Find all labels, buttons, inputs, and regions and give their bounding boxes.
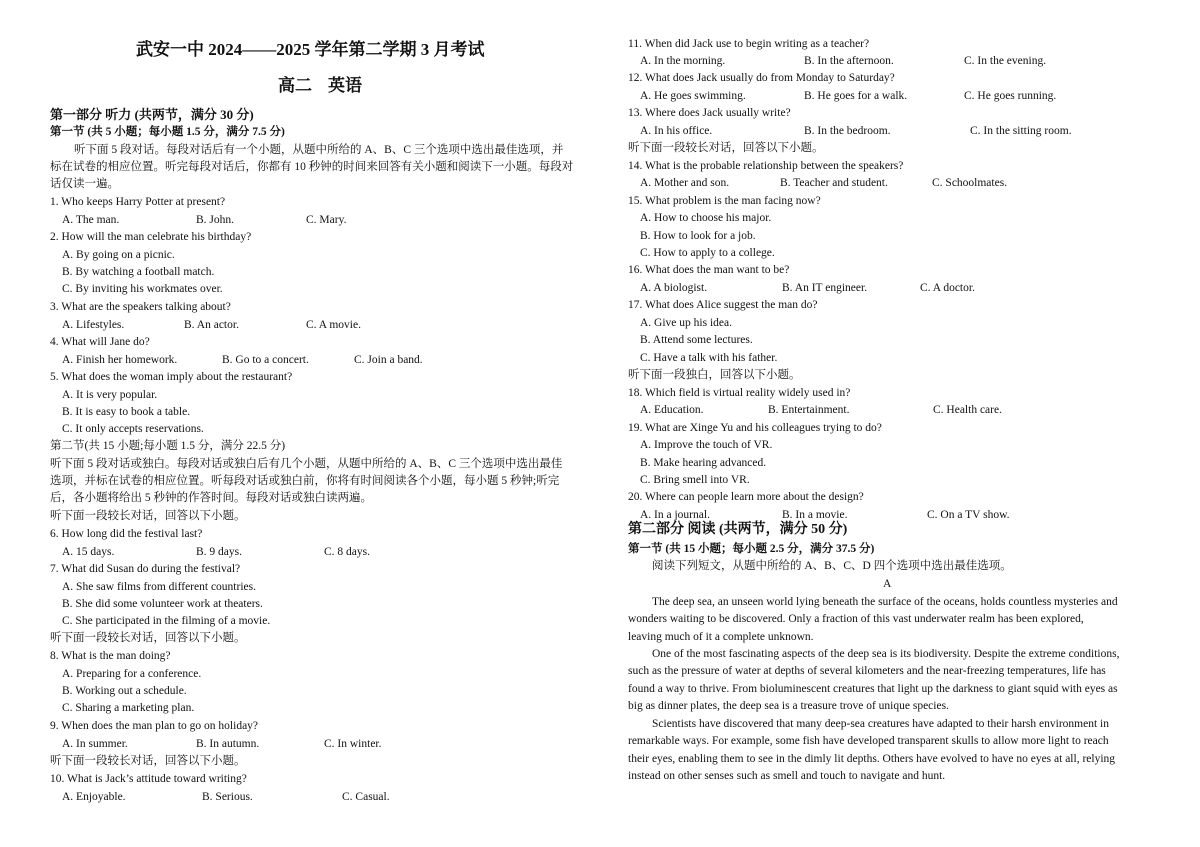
exam-title: 武安一中 2024——2025 学年第二学期 3 月考试: [136, 40, 485, 59]
section2-instruction-line: 选项，并标在试卷的相应位置。听每段对话或独白前，你将有时间阅读各个小题，每小题 5 秒钟;听完: [50, 475, 560, 487]
passage-label: A: [883, 578, 892, 590]
passage-line: instead on other senses such as smell and touch to navigate and hunt.: [628, 770, 946, 782]
exam-subject: [278, 78, 378, 94]
option-c: C. Schoolmates.: [932, 177, 1008, 189]
option-b: B. Teacher and student.: [780, 177, 888, 189]
option-a: A. Education.: [640, 404, 704, 416]
option-c: C. How to apply to a college.: [640, 247, 775, 259]
option-b: B. An actor.: [184, 319, 239, 331]
question-17-stem: 17. What does Alice suggest the man do?: [628, 299, 818, 311]
option-c: C. It only accepts reservations.: [62, 423, 204, 435]
option-c: C. Bring smell into VR.: [640, 474, 750, 486]
option-a: A. He goes swimming.: [640, 90, 746, 102]
option-c: C. By inviting his workmates over.: [62, 283, 223, 295]
section1-instruction-line: 话仅读一遍。: [50, 178, 119, 190]
option-a: A. It is very popular.: [62, 389, 158, 401]
option-a: A. In summer.: [62, 738, 128, 750]
question-1-stem: 1. Who keeps Harry Potter at present?: [50, 196, 226, 208]
passage-line: The deep sea, an unseen world lying beneath the surface of the oceans, holds countless mysteries and: [652, 596, 1118, 608]
passage-line: Scientists have discovered that many deep-sea creatures have adapted to their harsh environment in: [652, 718, 1109, 730]
question-20-stem: 20. Where can people learn more about the design?: [628, 491, 864, 503]
option-a: A. Preparing for a conference.: [62, 668, 202, 680]
grade-label: 高二: [278, 76, 312, 95]
monologue-note: 听下面一段独白，回答以下小题。: [628, 369, 801, 381]
option-a: A. Mother and son.: [640, 177, 730, 189]
listening-section1-title: 第一节 (共 5 小题；每小题 1.5 分，满分 7.5 分): [50, 126, 285, 138]
passage-line: wonders waiting to be discovered. Only a fraction of this vast underwater realm has been explored,: [628, 613, 1084, 625]
option-c: C. Join a band.: [354, 354, 423, 366]
listening-section2-title: 第二节(共 15 小题;每小题 1.5 分，满分 22.5 分): [50, 440, 286, 452]
question-3-stem: 3. What are the speakers talking about?: [50, 301, 231, 313]
option-b: B. How to look for a job.: [640, 230, 756, 242]
section2-instruction-line: 听下面 5 段对话或独白。每段对话或独白后有几个小题，从题中所给的 A、B、C 三个选项中选出最佳: [50, 458, 563, 470]
option-b: B. Attend some lectures.: [640, 334, 753, 346]
option-b: B. By watching a football match.: [62, 266, 215, 278]
option-c: C. Mary.: [306, 214, 347, 226]
passage-line: big as dinner plates, the deep sea is a treasure trove of unique species.: [628, 700, 949, 712]
option-b: B. In autumn.: [196, 738, 260, 750]
option-b: B. He goes for a walk.: [804, 90, 908, 102]
option-c: C. Casual.: [342, 791, 390, 803]
option-b: B. Go to a concert.: [222, 354, 309, 366]
question-15-stem: 15. What problem is the man facing now?: [628, 195, 821, 207]
option-a: A. She saw films from different countries.: [62, 581, 256, 593]
option-c: C. In the evening.: [964, 55, 1047, 67]
question-19-stem: 19. What are Xinge Yu and his colleagues trying to do?: [628, 422, 882, 434]
option-c: C. In the sitting room.: [970, 125, 1072, 137]
question-6-stem: 6. How long did the festival last?: [50, 528, 203, 540]
option-b: B. 9 days.: [196, 546, 242, 558]
question-4-stem: 4. What will Jane do?: [50, 336, 150, 348]
option-c: C. Have a talk with his father.: [640, 352, 778, 364]
option-b: B. Entertainment.: [768, 404, 850, 416]
option-b: B. An IT engineer.: [782, 282, 868, 294]
option-b: B. In the afternoon.: [804, 55, 894, 67]
option-c: C. She participated in the filming of a movie.: [62, 615, 271, 627]
option-a: A. How to choose his major.: [640, 212, 772, 224]
section2-instruction-line: 后，各小题将给出 5 秒钟的作答时间。每段对话或独白读两遍。: [50, 492, 372, 504]
option-b: B. In the bedroom.: [804, 125, 891, 137]
passage-line: their eyes, enabling them to see in the dimly lit depths. Others have evolved to have no eyes at all, relying: [628, 753, 1116, 765]
option-c: C. 8 days.: [324, 546, 370, 558]
option-a: A. 15 days.: [62, 546, 115, 558]
question-10-stem: 10. What is Jack’s attitude toward writing?: [50, 773, 247, 785]
reading-section1-title: 第一节 (共 15 小题；每小题 2.5 分，满分 37.5 分): [628, 543, 875, 555]
option-b: B. In a movie.: [782, 509, 848, 521]
long-dialog-note: 听下面一段较长对话，回答以下小题。: [50, 510, 246, 522]
question-8-stem: 8. What is the man doing?: [50, 650, 171, 662]
question-11-stem: 11. When did Jack use to begin writing as a teacher?: [628, 38, 870, 50]
question-14-stem: 14. What is the probable relationship between the speakers?: [628, 160, 904, 172]
subject-label: 英语: [328, 76, 362, 95]
long-dialog-note: 听下面一段较长对话，回答以下小题。: [628, 142, 824, 154]
question-9-stem: 9. When does the man plan to go on holiday?: [50, 720, 259, 732]
option-b: B. John.: [196, 214, 235, 226]
option-a: A. The man.: [62, 214, 120, 226]
option-a: A. By going on a picnic.: [62, 249, 175, 261]
option-a: A. In the morning.: [640, 55, 726, 67]
option-b: B. It is easy to book a table.: [62, 406, 191, 418]
long-dialog-note: 听下面一段较长对话，回答以下小题。: [50, 755, 246, 767]
question-7-stem: 7. What did Susan do during the festival?: [50, 563, 241, 575]
option-a: A. A biologist.: [640, 282, 708, 294]
option-b: B. She did some volunteer work at theaters.: [62, 598, 263, 610]
long-dialog-note: 听下面一段较长对话，回答以下小题。: [50, 632, 246, 644]
section1-instruction-line: 听下面 5 段对话。每段对话后有一个小题，从题中所给的 A、B、C 三个选项中选出最佳选项，并: [74, 144, 564, 156]
option-c: C. In winter.: [324, 738, 382, 750]
option-c: C. He goes running.: [964, 90, 1057, 102]
question-18-stem: 18. Which field is virtual reality widely used in?: [628, 387, 851, 399]
option-a: A. Improve the touch of VR.: [640, 439, 773, 451]
option-b: B. Make hearing advanced.: [640, 457, 767, 469]
option-c: C. Health care.: [933, 404, 1002, 416]
option-a: A. In his office.: [640, 125, 713, 137]
option-c: C. Sharing a marketing plan.: [62, 702, 195, 714]
listening-part-title: 第一部分 听力 (共两节，满分 30 分): [50, 107, 254, 122]
reading-instruction: 阅读下列短文，从题中所给的 A、B、C、D 四个选项中选出最佳选项。: [652, 560, 1012, 572]
question-12-stem: 12. What does Jack usually do from Monday to Saturday?: [628, 72, 895, 84]
option-a: A. Give up his idea.: [640, 317, 732, 329]
option-a: A. Enjoyable.: [62, 791, 126, 803]
passage-line: such as the pressure of water at depths of several kilometers and the near-freezing temperatures, life has: [628, 665, 1106, 677]
section1-instruction-line: 标在试卷的相应位置。听完每段对话后，你都有 10 秒钟的时间来回答有关小题和阅读下一小题。每段对: [50, 161, 574, 173]
passage-line: found a way to thrive. From bioluminescent creatures that light up the darkness to giant squid with eyes as: [628, 683, 1118, 695]
question-2-stem: 2. How will the man celebrate his birthday?: [50, 231, 252, 243]
option-b: B. Serious.: [202, 791, 253, 803]
question-13-stem: 13. Where does Jack usually write?: [628, 107, 791, 119]
option-c: C. On a TV show.: [927, 509, 1010, 521]
question-16-stem: 16. What does the man want to be?: [628, 264, 790, 276]
question-5-stem: 5. What does the woman imply about the restaurant?: [50, 371, 293, 383]
option-a: A. Finish her homework.: [62, 354, 178, 366]
passage-line: leaving much of it a complete unknown.: [628, 631, 814, 643]
passage-line: One of the most fascinating aspects of the deep sea is its biodiversity. Despite the extreme conditions,: [652, 648, 1120, 660]
option-c: C. A movie.: [306, 319, 361, 331]
passage-line: remarkable ways. For example, some fish have developed transparent skulls to allow more light to reach: [628, 735, 1109, 747]
option-b: B. Working out a schedule.: [62, 685, 187, 697]
option-a: A. Lifestyles.: [62, 319, 125, 331]
option-c: C. A doctor.: [920, 282, 975, 294]
option-a: A. In a journal.: [640, 509, 710, 521]
reading-part-title: 第二部分 阅读 (共两节，满分 50 分): [628, 522, 848, 537]
